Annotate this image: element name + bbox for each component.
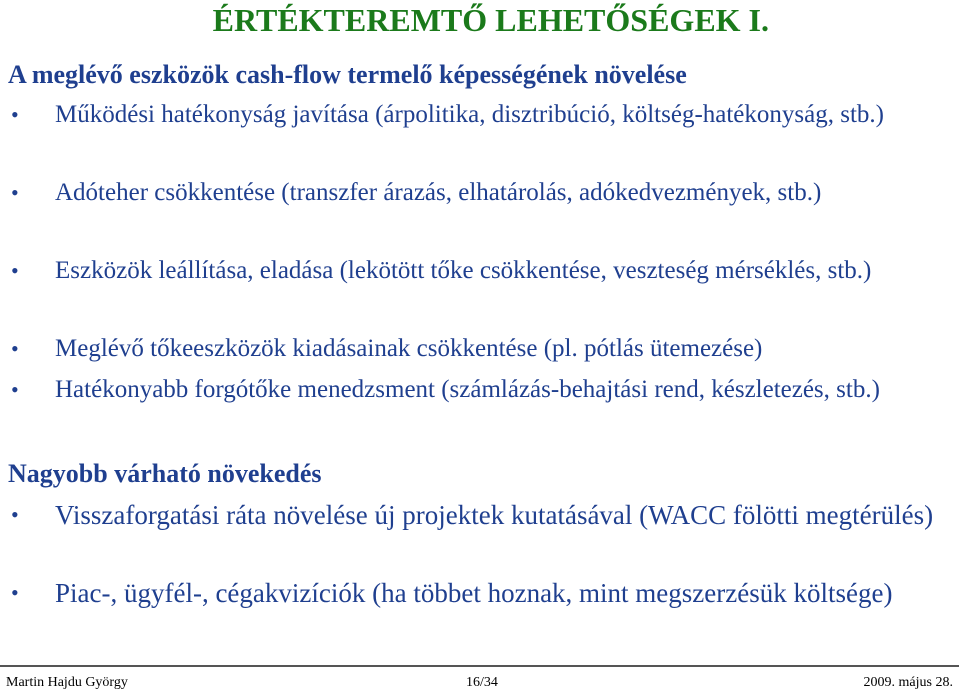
footer-date: 2009. május 28. [863, 675, 953, 690]
bullet-text: Piac-, ügyfél-, cégakvizíciók (ha többet hoznak, mint megszerzésük költsége) [55, 578, 893, 608]
footer-page-number: 16/34 [466, 675, 498, 690]
bullet-text: Eszközök leállítása, eladása (lekötött tőke csökkentése, veszteség mérséklés, stb.) [55, 257, 872, 284]
bullet-text: Működési hatékonyság javítása (árpolitika, disztribúció, költség-hatékonyság, stb.) [55, 101, 884, 128]
slide-title: ÉRTÉKTEREMTŐ LEHETŐSÉGEK I. [212, 2, 769, 38]
footer-author: Martin Hajdu György [6, 675, 128, 690]
bullet-icon: • [11, 180, 19, 205]
bullet-icon: • [11, 336, 19, 361]
footer-divider [0, 665, 959, 667]
section-heading-1: A meglévő eszközök cash-flow termelő képességének növelése [8, 60, 687, 89]
section-heading-2: Nagyobb várható növekedés [8, 459, 322, 488]
bullet-text: Meglévő tőkeeszközök kiadásainak csökkentése (pl. pótlás ütemezése) [55, 335, 763, 362]
bullet-text: Adóteher csökkentése (transzfer árazás, elhatárolás, adókedvezmények, stb.) [55, 179, 822, 206]
bullet-icon: • [11, 258, 19, 283]
bullet-text: Visszaforgatási ráta növelése új projektek kutatásával (WACC fölötti megtérülés) [55, 500, 934, 530]
bullet-icon: • [11, 502, 19, 527]
bullet-icon: • [11, 580, 19, 605]
bullet-icon: • [11, 102, 19, 127]
bullet-icon: • [11, 377, 19, 402]
bullet-text: Hatékonyabb forgótőke menedzsment (számlázás-behajtási rend, készletezés, stb.) [55, 376, 880, 403]
